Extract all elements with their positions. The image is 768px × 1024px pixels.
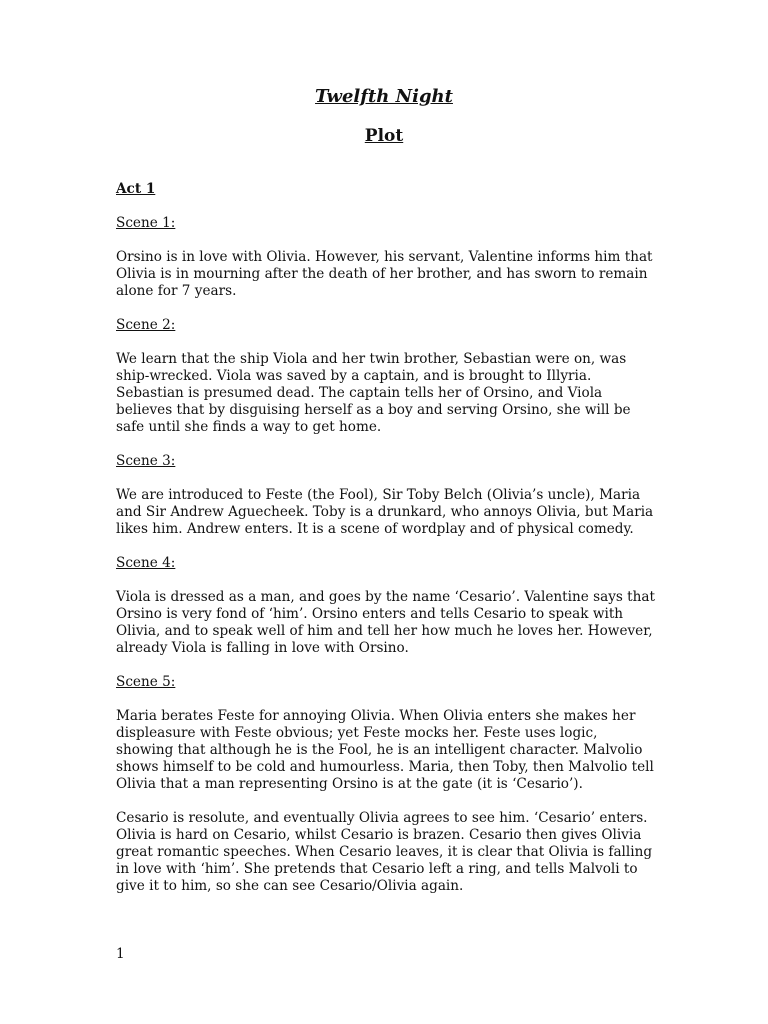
scene-heading-3: Scene 3: <box>116 453 176 469</box>
document-title: Twelfth Night <box>315 86 453 107</box>
scene-heading-4: Scene 4: <box>116 555 176 571</box>
scene-1-paragraph: Orsino is in love with Olivia. However, his servant, Valentine informs him that Olivia is in mourning after the death of her brother, and has sworn to remain alone for 7 years. <box>116 249 653 299</box>
scene-4-paragraph: Viola is dressed as a man, and goes by the name ‘Cesario’. Valentine says that Orsino is very fond of ‘him’. Orsino enters and tells Cesario to speak with Olivia, and to speak well of him and tell her how much he loves her. However, already Viola is falling in love with Orsino. <box>116 589 655 656</box>
scene-5-paragraph-1: Maria berates Feste for annoying Olivia. When Olivia enters she makes her displeasure with Feste obvious; yet Feste mocks her. Feste uses logic, showing that although he is the Fool, he is an intelligent character. Malvolio shows himself to be cold and humourless. Maria, then Toby, then Malvolio tell Olivia that a man representing Orsino is at the gate (it is ‘Cesario’). <box>116 708 654 792</box>
scene-3-paragraph: We are introduced to Feste (the Fool), Sir Toby Belch (Olivia’s uncle), Maria and Sir Andrew Aguecheek. Toby is a drunkard, who annoys Olivia, but Maria likes him. Andrew enters. It is a scene of wordplay and of physical comedy. <box>116 487 654 537</box>
scene-heading-5: Scene 5: <box>116 674 176 690</box>
scene-5-paragraph-2: Cesario is resolute, and eventually Olivia agrees to see him. ‘Cesario’ enters. Olivia is hard on Cesario, whilst Cesario is brazen. Cesario then gives Olivia great romantic speeches. When Cesario leaves, it is clear that Olivia is falling in love with ‘him’. She pretends that Cesario left a ring, and tells Malvoli to give it to him, so she can see Cesario/Olivia again. <box>116 810 653 894</box>
act-heading: Act 1 <box>116 181 156 197</box>
document-body <box>116 181 656 912</box>
scene-heading-1: Scene 1: <box>116 215 176 231</box>
page-number: 1 <box>116 946 125 962</box>
scene-heading-2: Scene 2: <box>116 317 176 333</box>
scene-2-paragraph: We learn that the ship Viola and her twin brother, Sebastian were on, was ship-wrecked. Viola was saved by a captain, and is brought to Illyria. Sebastian is presumed dead. The captain tells her of Orsino, and Viola believes that by disguising herself as a boy and serving Orsino, she will be safe until she finds a way to get home. <box>116 351 631 435</box>
document-subtitle: Plot <box>364 126 404 146</box>
